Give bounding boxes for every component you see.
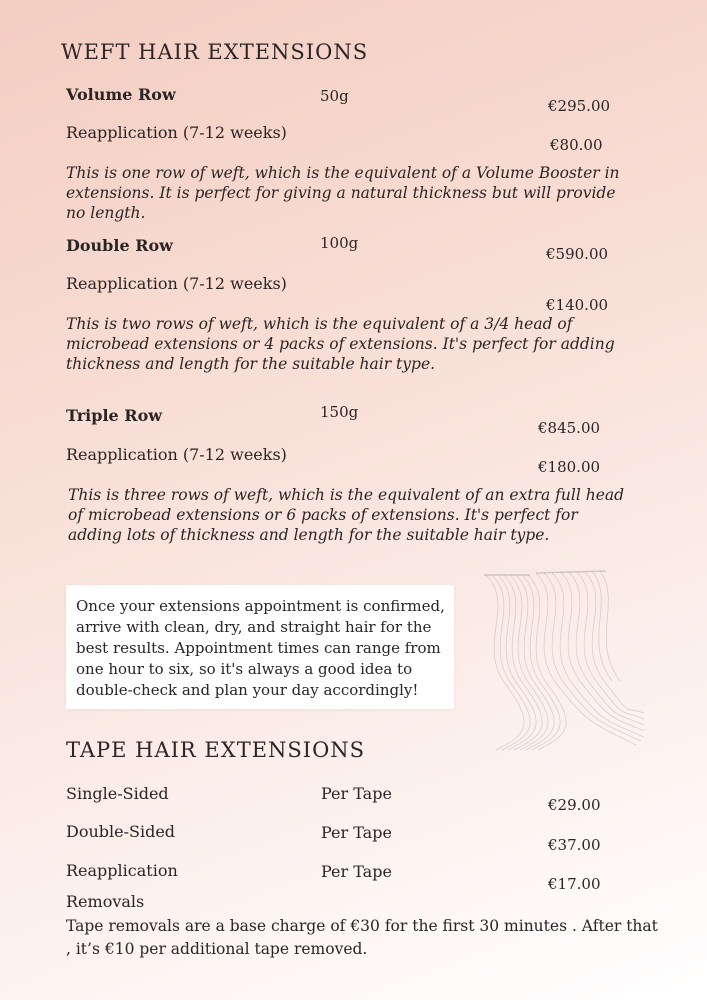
weft-reapplication-price: €180.00 bbox=[538, 458, 601, 476]
tape-item-name: Single-Sided bbox=[66, 784, 169, 803]
tape-item-name: Double-Sided bbox=[66, 822, 176, 841]
tape-item-price: €17.00 bbox=[548, 875, 601, 893]
hair-weft-illustration bbox=[466, 565, 646, 755]
weft-item-price: €590.00 bbox=[546, 245, 609, 263]
tape-item-price: €37.00 bbox=[548, 836, 601, 854]
weft-item-name: Triple Row bbox=[66, 406, 163, 425]
weft-reapplication-price: €80.00 bbox=[550, 136, 603, 154]
weft-reapplication-label: Reapplication (7-12 weeks) bbox=[66, 123, 287, 142]
weft-reapplication-label: Reapplication (7-12 weeks) bbox=[66, 274, 287, 293]
weft-item-qty: 50g bbox=[320, 87, 349, 105]
tape-section-title: TAPE HAIR EXTENSIONS bbox=[66, 738, 366, 762]
weft-item-price: €295.00 bbox=[548, 97, 611, 115]
tape-item-price: €29.00 bbox=[548, 796, 601, 814]
tape-item-unit: Per Tape bbox=[321, 862, 392, 881]
weft-item-name: Double Row bbox=[66, 236, 173, 255]
tape-item-unit: Per Tape bbox=[321, 784, 392, 803]
weft-item-description: This is two rows of weft, which is the equivalent of a 3/4 head of microbead extensions or 4 packs of extensions. It's perfect for adding thickness and length for the suitable hair type. bbox=[66, 315, 615, 373]
weft-item-qty: 100g bbox=[320, 234, 359, 252]
tape-item-unit: Per Tape bbox=[321, 823, 392, 842]
weft-item-price: €845.00 bbox=[538, 419, 601, 437]
appointment-note-box bbox=[66, 585, 454, 709]
appointment-note-text: Once your extensions appointment is confirmed, arrive with clean, dry, and straight hair for the best results. Appointment times can range from one hour to six, so it's always a good idea to double-check and plan your day accordingly! bbox=[76, 597, 445, 699]
weft-item-qty: 150g bbox=[320, 403, 359, 421]
weft-reapplication-label: Reapplication (7-12 weeks) bbox=[66, 445, 287, 464]
weft-item-name: Volume Row bbox=[66, 85, 176, 104]
weft-reapplication-price: €140.00 bbox=[546, 296, 609, 314]
weft-section-title: WEFT HAIR EXTENSIONS bbox=[61, 40, 369, 64]
weft-item-description: This is one row of weft, which is the equivalent of a Volume Booster in extensions. It is perfect for giving a natural thickness but will provide no length. bbox=[66, 164, 620, 222]
removals-description: Tape removals are a base charge of €30 for the first 30 minutes . After that , it’s €10 per additional tape removed. bbox=[66, 917, 658, 958]
removals-title: Removals bbox=[66, 892, 145, 911]
weft-item-description: This is three rows of weft, which is the equivalent of an extra full head of microbead extensions or 6 packs of extensions. It's perfect for adding lots of thickness and length for the suitable hair type. bbox=[68, 486, 625, 544]
tape-item-name: Reapplication bbox=[66, 861, 178, 880]
